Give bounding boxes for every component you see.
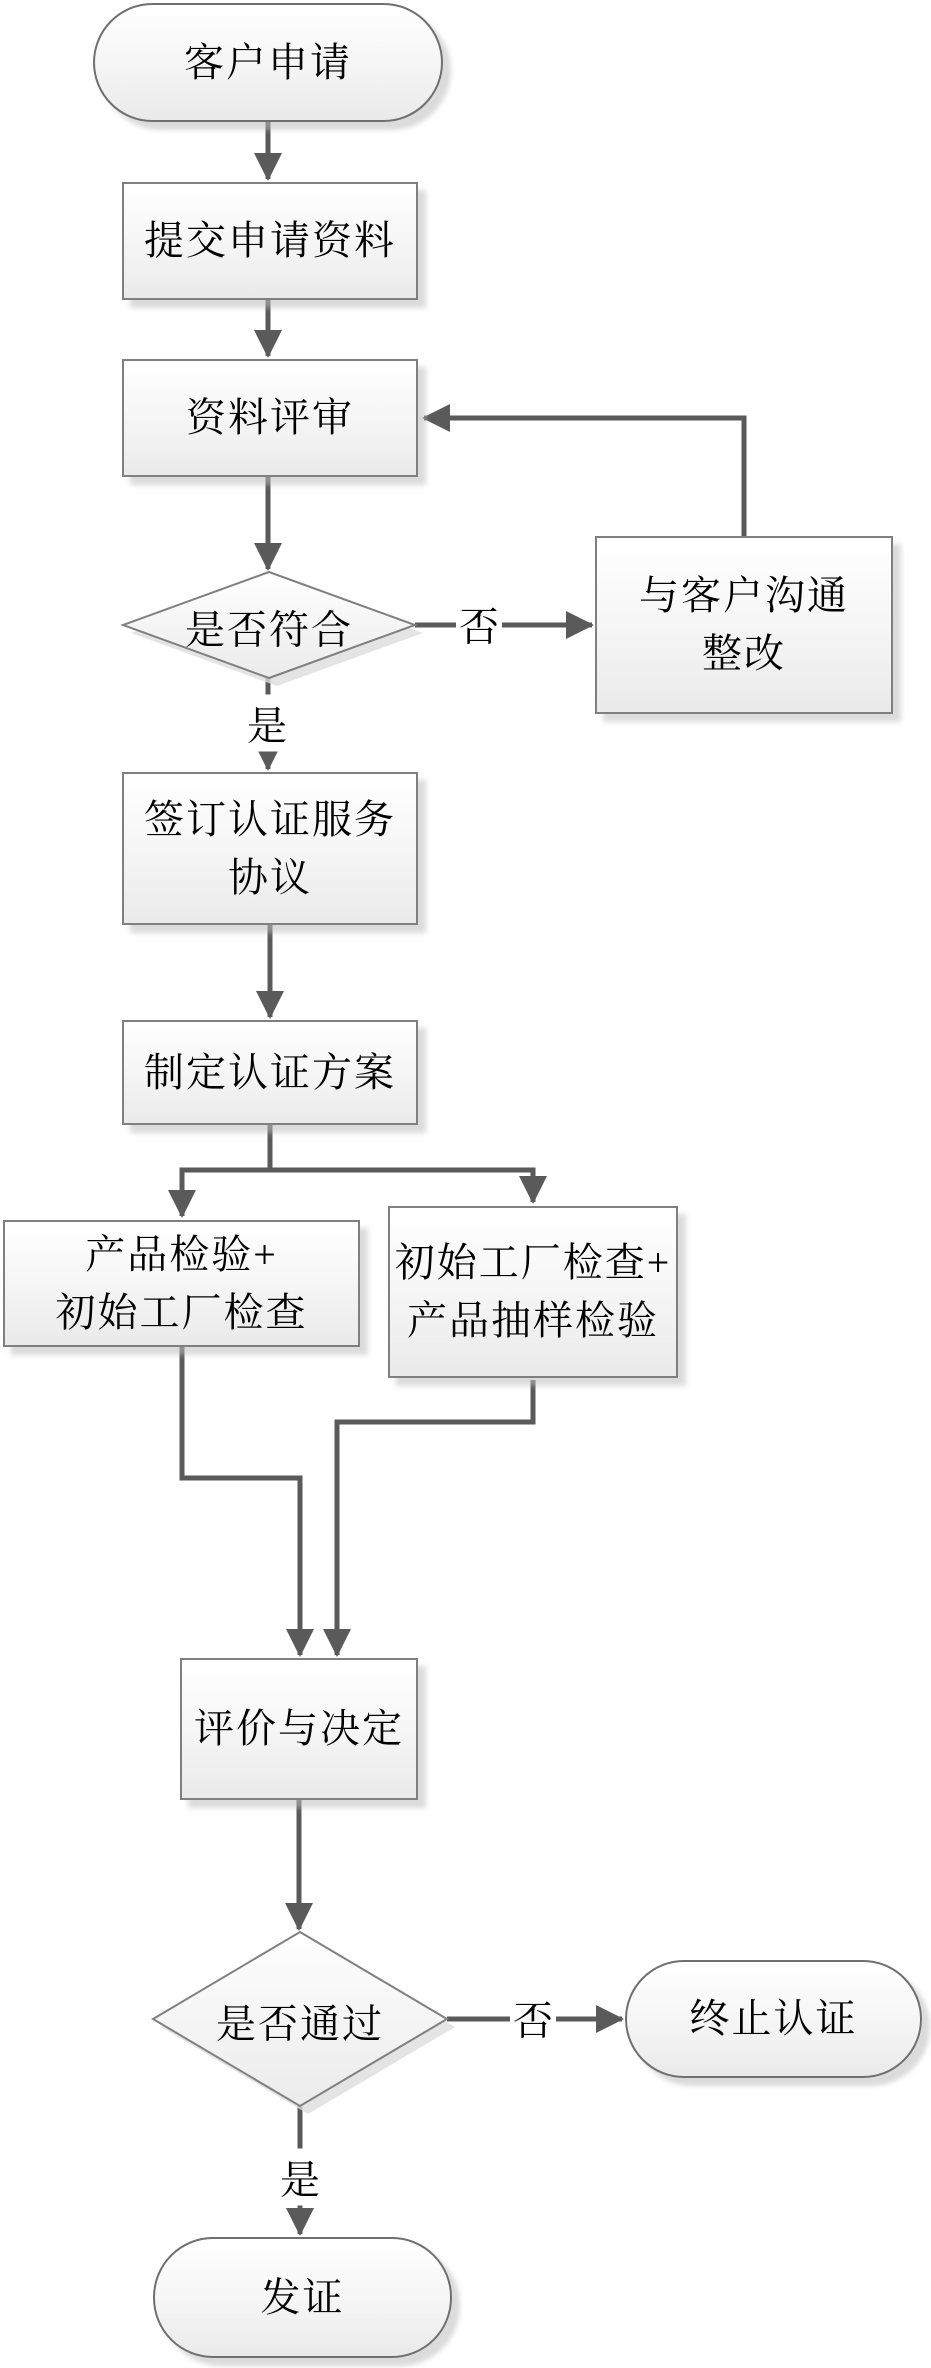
node-evaluate — [180, 1658, 418, 1800]
node-inspect-b-line2: 产品抽样检验 — [407, 1298, 659, 1343]
edge-plan-split-right — [270, 1170, 533, 1202]
node-inspect-b — [388, 1206, 678, 1378]
node-review — [122, 359, 418, 477]
edge-plan-split-left — [182, 1125, 270, 1216]
node-sign-agreement-line1: 签订认证服务 — [144, 796, 396, 842]
decision-pass-label: 是否通过 — [216, 2001, 384, 2047]
node-inspect-a-line2: 初始工厂检查 — [55, 1289, 308, 1335]
edge-inspectA-to-evaluate — [182, 1347, 300, 1655]
node-start-label: 客户申请 — [184, 39, 352, 85]
node-terminate — [625, 1960, 922, 2078]
node-make-plan — [122, 1020, 418, 1125]
node-communicate — [595, 536, 893, 714]
node-review-label: 资料评审 — [186, 395, 354, 440]
node-issue-label: 发证 — [260, 2274, 345, 2320]
edge-communicate-to-review — [424, 418, 744, 536]
node-sign-agreement — [122, 772, 418, 925]
decision-compliance-label: 是否符合 — [185, 607, 353, 653]
edge-inspectB-to-evaluate — [337, 1380, 533, 1655]
node-inspect-a-line1: 产品检验+ — [85, 1231, 278, 1277]
node-communicate-line1: 与客户沟通 — [639, 573, 849, 618]
node-inspect-b-line1: 初始工厂检查+ — [394, 1240, 672, 1285]
node-sign-agreement-line2: 协议 — [228, 854, 312, 900]
node-inspect-a — [3, 1220, 360, 1347]
edge-label-pass-yes: 是 — [277, 2149, 323, 2206]
node-communicate-line2: 整改 — [702, 631, 786, 676]
edge-label-compliance-no: 否 — [456, 596, 502, 653]
node-submit — [122, 182, 418, 300]
node-make-plan-label: 制定认证方案 — [144, 1049, 396, 1095]
node-terminate-label: 终止认证 — [689, 1996, 858, 2041]
node-issue — [153, 2237, 452, 2358]
edge-label-compliance-yes: 是 — [244, 695, 290, 752]
node-start — [93, 3, 443, 122]
node-submit-label: 提交申请资料 — [144, 218, 396, 263]
node-evaluate-label: 评价与决定 — [194, 1706, 404, 1751]
edge-label-pass-no: 否 — [510, 1990, 556, 2047]
